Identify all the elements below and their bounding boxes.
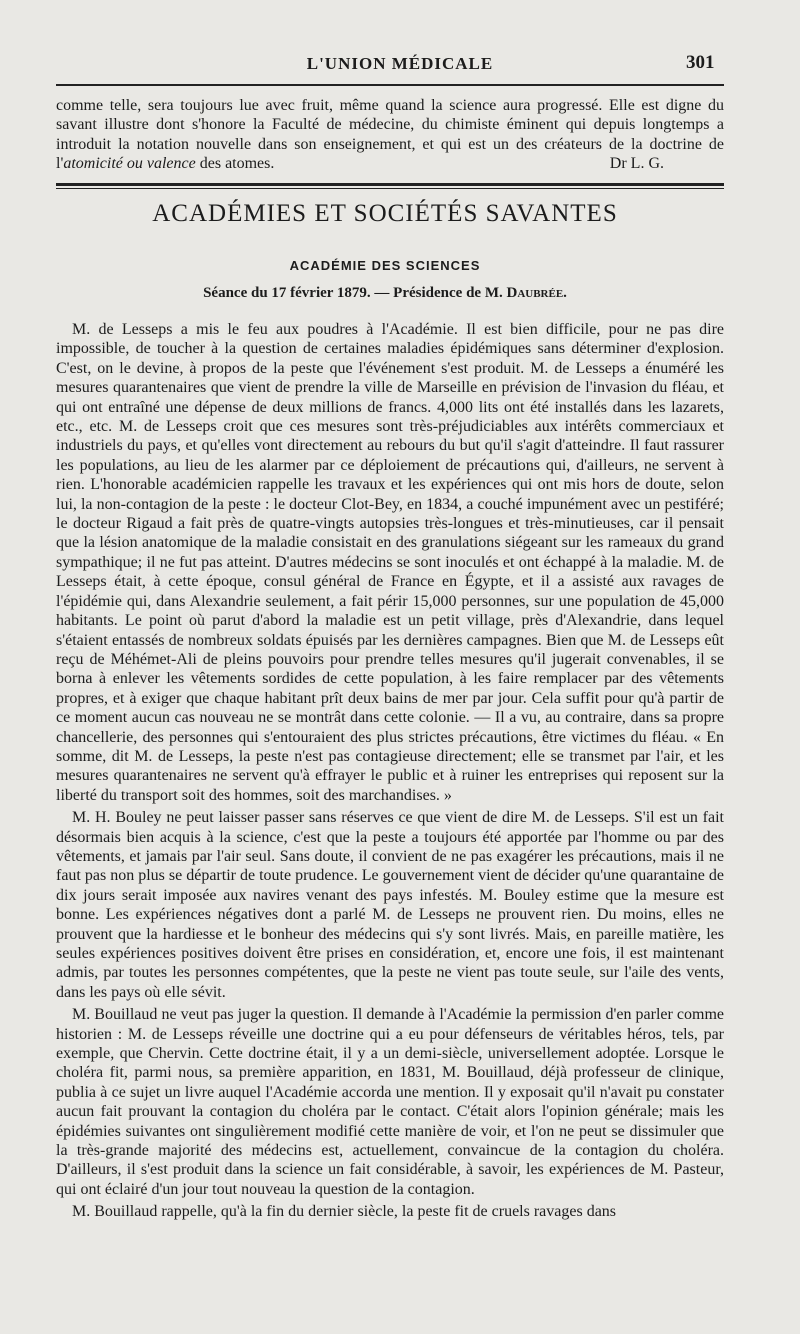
subsection-title: ACADÉMIE DES SCIENCES [289,258,481,273]
intro-term-2: valence [146,155,196,173]
paragraph-bouley: M. H. Bouley ne peut laisser passer sans réserves ce que vient de dire M. de Lesseps. S'il est un fait désormais bien acquis à la science, c'est que la peste a toujours été apportée par l'homme ou par des vêtements, et jamais par l'air seul. Sans doute, il convient de ne pas exagérer les précautions, mais il ne faut pas non plus se départir de toute prudence. Le gouvernement vient de décider qu'une quarantaine de dix jours serait imposée aux navires venant des pays infestés. M. Bouley estime que la mesure est bonne. Les expériences négatives dont a parlé M. de Lesseps ne prouvent rien. Du moins, elles ne prouvent que la hardiesse et le bonheur des médecins qui s'y sont livrés. Mais, en pareille matière, les seules expériences positives doivent être prises en considération, et, encore une fois, il est maintenant admis, par toutes les personnes compétentes, que la peste ne vient pas toute seule, sur l'aile des vents, dans les pays où elle sévit. [56,809,724,1001]
intro-term-1: atomicité [63,155,123,173]
running-header-title: L'UNION MÉDICALE [306,54,494,73]
seance-line [0,285,770,302]
header-rule [56,84,724,86]
paragraph-lesseps: M. de Lesseps a mis le feu aux poudres à l'Académie. Il est bien difficile, pour ne pas dire impossible, de toucher à la question de certaines maladies épidémiques sans déterminer d'explosion. C'est, on le devine, à propos de la peste que l'événement s'est produit. M. de Lesseps a énuméré les mesures quarantenaires que vient de prendre la ville de Marseille en prévision de l'invasion du fléau, et qui ont entraîné une dépense de deux millions de francs. 4,000 lits ont été installés dans les lazarets, etc., etc. M. de Lesseps croit que ces mesures sont très-préjudiciables aux intérêts commerciaux et industriels du pays, et qu'elles vont directement au rebours du but qu'il s'agit d'atteindre. Il faut rassurer les populations, au lieu de les alarmer par ce déploiement de précautions qui, d'ailleurs, ne servent à rien. L'honorable académicien rappelle les travaux et les expériences qui ont mis hors de doute, selon lui, la non-contagion de la peste : le docteur Clot-Bey, en 1834, a couché impunément avec un pestiféré; le docteur Rigaud a fait près de quatre-vingts autopsies très-longues et très-minutieuses, car il pensait que la lésion anatomique de la maladie consistait en des granulations siégeant sur les rameaux du grand sympathique; il ne fut pas atteint. D'autres médecins se sont inoculés et ont échappé à la maladie. M. de Lesseps était, à cette époque, consul général de France en Égypte, et il a assisté aux ravages de l'épidémie qui, dans Alexandrie seulement, a fait périr 15,000 personnes, sur une population de 45,000 habitants. Le point où parut d'abord la maladie est un petit village, près d'Alexandrie, dans lequel s'étaient entassés de nombreux soldats épuisés par les dernières campagnes. Bien que M. de Lesseps eût reçu de Méhémet-Ali de pleins pouvoirs pour prendre telles mesures qu'il jugerait convenables, il se borna à enlever les vêtements sordides de cette population, à les faire remplacer par des vêtements propres, et à exiger que chaque habitant prît deux bains de mer par jour. Cela suffit pour qu'à partir de ce moment aucun cas nouveau ne se montrât dans cette colonie. — Il a vu, au contraire, dans sa propre chancellerie, des personnes qui s'entouraient des plus strictes précautions, être victimes du fléau. « En somme, dit M. de Lesseps, la peste n'est pas contagieuse directement; elle se transmet par l'air, et les mesures quarantenaires ne servent qu'à effrayer le public et à ruiner les entreprises qui reposent sur la liberté du transport soit des hommes, soit des marchandises. » [56,321,724,804]
section-rule-thin [56,188,724,189]
paragraph-bouillaud-continued: M. Bouillaud rappelle, qu'à la fin du dernier siècle, la peste fit de cruels ravages dans [72,1203,617,1221]
section-title: ACADÉMIES ET SOCIÉTÉS SAVANTES [152,200,618,227]
intro-text-before: comme telle, sera toujours lue avec fruit, même quand la science aura progressé. Elle est digne du savant illustre dont s'honore la Faculté de médecine, du chimiste éminent qui depuis longtemps a introduit la notation nouvelle dans son enseignement, et qui est un des créateurs de la doctrine de l' [56,97,724,173]
section-rule-thick [56,183,724,186]
paragraph-bouillaud: M. Bouillaud ne veut pas juger la question. Il demande à l'Académie la permission d'en parler comme historien : M. de Lesseps réveille une doctrine qui a eu pour défenseurs de véritables héros, tels, par exemple, que Chervin. Cette doctrine était, il y a un demi-siècle, universellement adoptée. Lorsque le choléra fit, parmi nous, sa première apparition, en 1831, M. Bouillaud, déjà professeur de clinique, publia à ce sujet un livre auquel l'Académie accorda une mention. Il y exposait qu'il n'avait pu constater aucun fait prouvant la contagion du choléra par le contact. C'était alors l'opinion générale; mais les épidémies suivantes ont singulièrement modifié cette manière de voir, et l'on ne peut se dissimuler que la très-grande majorité des médecins est, actuellement, convaincue de la contagion du choléra. D'ailleurs, il s'est produit dans la science un fait considérable, à savoir, les expériences de M. Pasteur, qui ont éclairé d'un jour tout nouveau la question de la contagion. [56,1006,724,1198]
author-signature: Dr L. G. [609,155,664,173]
article-body [56,320,724,1225]
intro-text-after: des atomes. [195,155,275,173]
intro-paragraph [56,96,724,174]
seance-suffix: . [563,285,567,301]
president-name: Daubrée [506,285,564,301]
intro-connector: ou [122,155,147,173]
seance-prefix: Séance du 17 février 1879. — Présidence de M. [203,285,507,301]
page-number: 301 [686,52,715,73]
